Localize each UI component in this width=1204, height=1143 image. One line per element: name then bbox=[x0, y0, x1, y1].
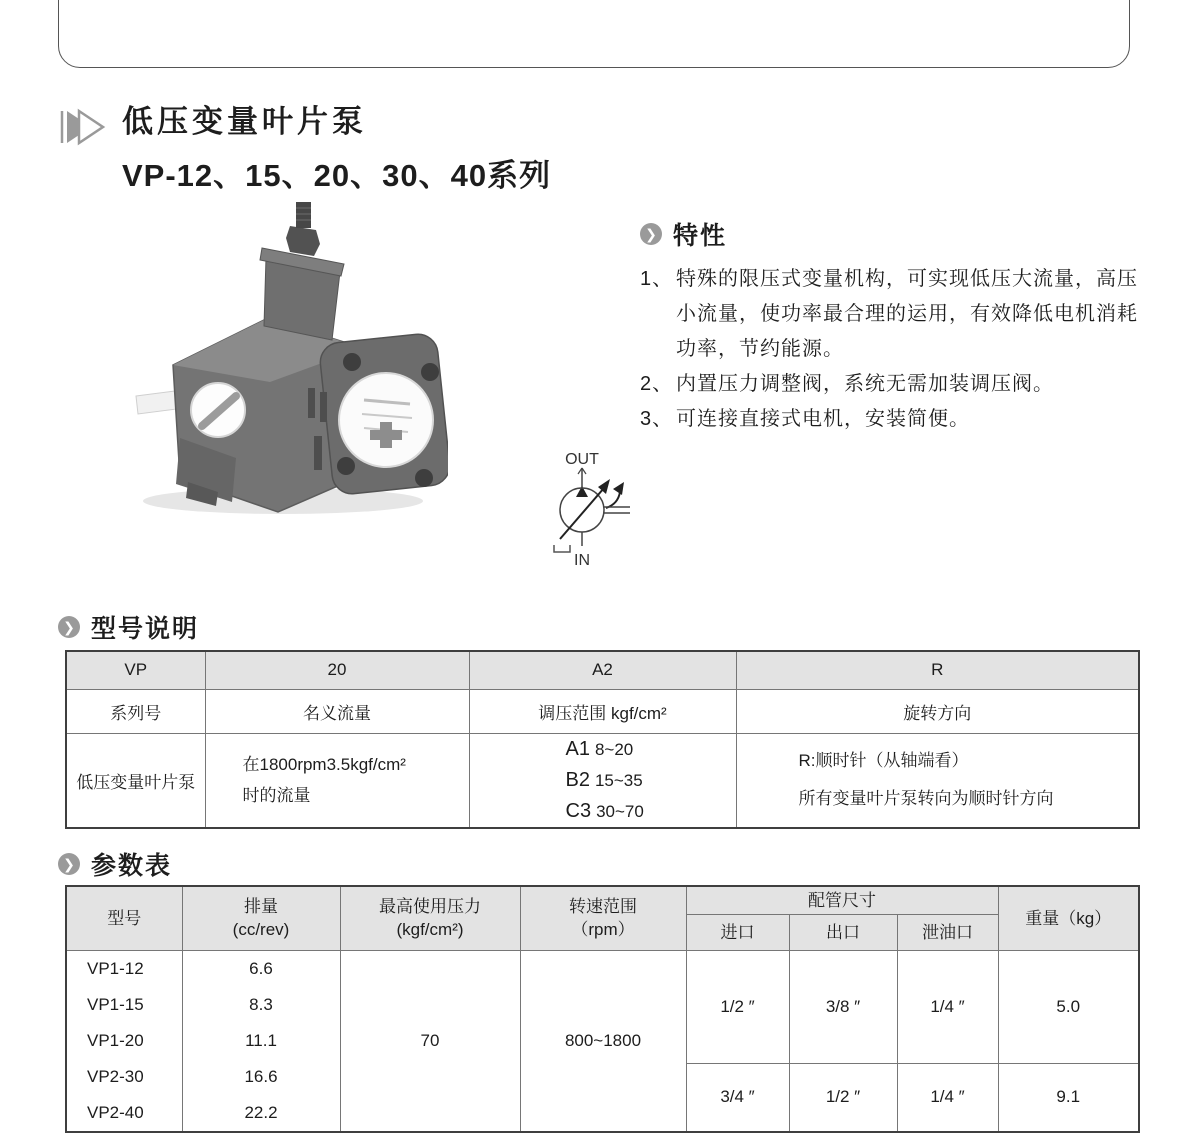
model-code-flow: 20 bbox=[205, 651, 469, 689]
displacement-value: 22.2 bbox=[244, 1102, 278, 1122]
model-sub-pressure-range: 调压范围 kgf/cm² bbox=[469, 689, 736, 733]
nominal-flow-cell bbox=[205, 733, 469, 828]
pressure-option bbox=[566, 765, 736, 796]
flow-line: 在1800rpm3.5kgf/cm² bbox=[242, 755, 406, 774]
feature-text-line: 特殊的限压式变量机构，可实现低压大流量，高压 bbox=[676, 268, 1138, 290]
outlet-size-vp2: 1/2 ″ bbox=[789, 1064, 897, 1132]
page-title-block bbox=[60, 104, 551, 195]
displacement-value: 11.1 bbox=[245, 1030, 277, 1050]
param-header-speed-range bbox=[520, 886, 686, 950]
weight-vp1: 5.0 bbox=[998, 950, 1139, 1064]
rotation-direction-cell bbox=[736, 733, 1139, 828]
model-sub-flow: 名义流量 bbox=[205, 689, 469, 733]
outlet-size-vp1: 3/8 ″ bbox=[789, 950, 897, 1064]
pressure-options-cell bbox=[469, 733, 736, 828]
flow-line: 时的流量 bbox=[242, 786, 311, 805]
param-header-max-pressure bbox=[340, 886, 520, 950]
model-sub-series: 系列号 bbox=[66, 689, 205, 733]
rotation-line: R:顺时针（从轴端看） bbox=[798, 751, 969, 770]
symbol-out-label: OUT bbox=[565, 451, 599, 468]
displacement-value: 16.6 bbox=[244, 1066, 278, 1086]
feature-text-line: 功率，节约能源。 bbox=[676, 338, 844, 360]
series-name-cell: 低压变量叶片泵 bbox=[66, 733, 205, 828]
features-section bbox=[640, 216, 1202, 437]
pressure-option bbox=[566, 796, 736, 827]
header-line: 排量 bbox=[244, 897, 278, 917]
option-code: C3 bbox=[565, 799, 592, 822]
header-line: 最高使用压力 bbox=[379, 897, 481, 917]
param-header-outlet: 出口 bbox=[789, 914, 897, 950]
double-arrow-icon bbox=[60, 108, 108, 146]
model-list-cell bbox=[66, 950, 182, 1132]
feature-text-line: 小流量，使功率最合理的运用，有效降低电机消耗 bbox=[676, 303, 1138, 325]
feature-text-line: 内置压力调整阀，系统无需加装调压阀。 bbox=[676, 373, 1054, 395]
param-header-inlet: 进口 bbox=[686, 914, 789, 950]
option-code: B2 bbox=[565, 768, 590, 791]
model-name: VP1-12 bbox=[87, 958, 144, 978]
option-range: 15~35 bbox=[594, 770, 643, 790]
inlet-size-vp2: 3/4 ″ bbox=[686, 1064, 789, 1132]
option-code: A1 bbox=[565, 737, 590, 760]
feature-item bbox=[640, 367, 1202, 402]
header-line: 转速范围 bbox=[569, 897, 637, 917]
pump-product-photo bbox=[118, 200, 448, 520]
header-line: （rpm） bbox=[571, 920, 635, 940]
model-code-table bbox=[65, 650, 1140, 829]
param-header-drain: 泄油口 bbox=[897, 914, 998, 950]
param-header-displacement bbox=[182, 886, 340, 950]
symbol-in-label: IN bbox=[574, 552, 590, 569]
option-range: 8~20 bbox=[594, 739, 634, 759]
model-sub-rotation: 旋转方向 bbox=[736, 689, 1139, 733]
displacement-list-cell bbox=[182, 950, 340, 1132]
displacement-value: 6.6 bbox=[249, 958, 273, 978]
param-section-heading bbox=[58, 846, 172, 882]
drain-size-vp2: 1/4 ″ bbox=[897, 1064, 998, 1132]
model-code-rotation: R bbox=[736, 651, 1139, 689]
page-title: 低压变量叶片泵 bbox=[122, 104, 367, 139]
pressure-option bbox=[566, 734, 736, 765]
feature-number: 3、 bbox=[640, 408, 674, 430]
model-code-vp: VP bbox=[66, 651, 205, 689]
model-section-heading bbox=[58, 609, 199, 645]
weight-vp2: 9.1 bbox=[998, 1064, 1139, 1132]
model-name: VP2-40 bbox=[87, 1102, 144, 1122]
page-subtitle: VP-12、15、20、30、40系列 bbox=[122, 157, 552, 193]
model-code-pressure: A2 bbox=[469, 651, 736, 689]
max-pressure-value: 70 bbox=[340, 950, 520, 1132]
model-section-title: 型号说明 bbox=[91, 615, 200, 643]
parameters-table bbox=[65, 885, 1140, 1133]
feature-text-line: 可连接直接式电机，安装简便。 bbox=[676, 408, 970, 430]
param-header-model: 型号 bbox=[66, 886, 182, 950]
drain-size-vp1: 1/4 ″ bbox=[897, 950, 998, 1064]
speed-range-value: 800~1800 bbox=[520, 950, 686, 1132]
section-bullet-icon: ❯ bbox=[58, 616, 80, 638]
feature-number: 1、 bbox=[640, 268, 674, 290]
model-name: VP2-30 bbox=[87, 1066, 144, 1086]
variable-pump-symbol bbox=[520, 446, 670, 571]
model-name: VP1-15 bbox=[87, 994, 144, 1014]
features-heading: 特性 bbox=[673, 222, 728, 250]
rotation-line: 所有变量叶片泵转向为顺时针方向 bbox=[798, 789, 1054, 808]
section-bullet-icon: ❯ bbox=[640, 223, 662, 245]
header-line: (kgf/cm²) bbox=[396, 920, 464, 940]
feature-list bbox=[640, 262, 1202, 437]
model-name: VP1-20 bbox=[87, 1030, 144, 1050]
section-bullet-icon: ❯ bbox=[58, 853, 80, 875]
feature-item bbox=[640, 262, 1202, 367]
feature-number: 2、 bbox=[640, 373, 674, 395]
inlet-size-vp1: 1/2 ″ bbox=[686, 950, 789, 1064]
header-photo-box bbox=[58, 0, 1130, 68]
param-header-weight: 重量（kg） bbox=[998, 886, 1139, 950]
param-header-piping: 配管尺寸 bbox=[686, 886, 998, 914]
header-line: (cc/rev) bbox=[232, 920, 290, 940]
param-section-title: 参数表 bbox=[91, 852, 173, 880]
displacement-value: 8.3 bbox=[249, 994, 273, 1014]
option-range: 30~70 bbox=[596, 801, 644, 821]
feature-item bbox=[640, 402, 1202, 437]
